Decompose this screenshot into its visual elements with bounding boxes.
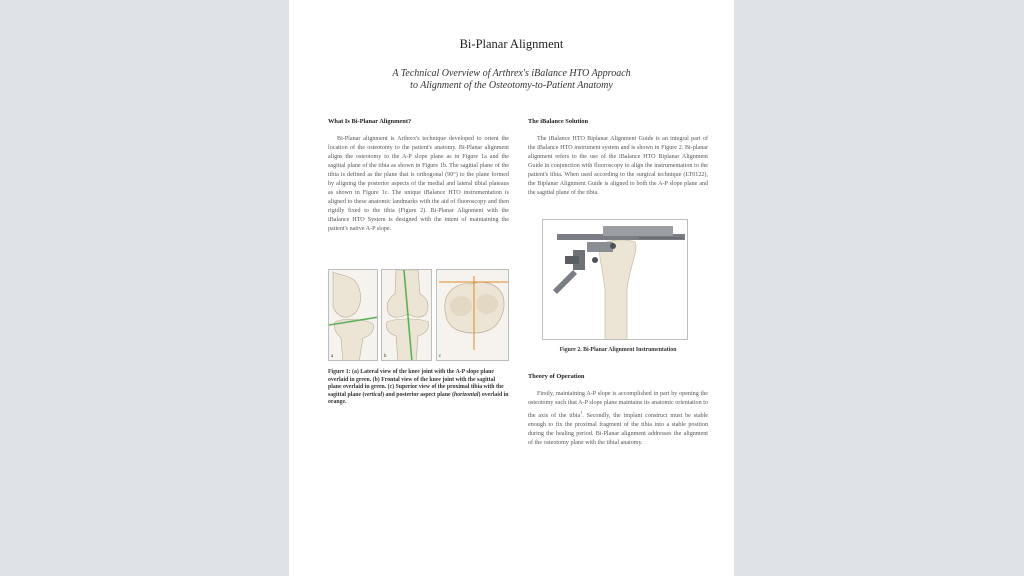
- figure-1-caption-part1: Figure 1: (a) Lateral view of the knee joint with the A-P slope plane overlaid in green. (b) Frontal view of the knee joint with the sagittal plane overlaid in green. (c) Superior view of the proximal tibia with the sagittal plane (: [328, 369, 504, 398]
- footnote-mark: 1: [580, 410, 583, 415]
- figure-1-caption-vertical: vertical: [364, 391, 383, 398]
- section-heading-theory: Theory of Operation: [528, 373, 585, 380]
- figure-1-caption-part3: ) overlaid in orange.: [328, 391, 509, 406]
- section-paragraph-bi-planar: Bi-Planar alignment is Arthrex's technique developed to orient the location of the osteotomy to the patient's anatomy. Bi-Planar alignment aligns the osteotomy to the A-P slope plane as in Figure 1a and the sagittal plane of the tibia as shown in Figure 1b. The sagittal plane of the tibia is defined as the plane that is orthogonal (90°) to the plane formed by aligning the posterior aspects of the medial and lateral tibial plateaus as shown in Figure 1c. The unique iBalance HTO instrumentation is aligned to these anatomic landmarks with the aid of fluoroscopy and then rigidly fixed to the tibia (Figure 2). Bi-Planar Alignment with the iBalance HTO System is designed with the intent of maintaining the patient's native A-P slope.: [328, 136, 509, 232]
- left-column: [328, 117, 509, 234]
- right-column-lower: [528, 372, 708, 448]
- document-page: [289, 0, 734, 576]
- theory-text-part2: . Secondly, the implant construct must be stable enough to fix the proximal fragment of the tibia into a stable position during the healing period. Bi-Planar alignment addresses the alignment of the osteotomy plane with the tibial anatomy.: [528, 413, 708, 447]
- figure-1a-label: a: [331, 354, 334, 359]
- section-paragraph-theory: [528, 390, 708, 448]
- figure-1-caption-part2: ) and posterior aspect plane (: [382, 391, 454, 398]
- figure-1c-label: c: [439, 354, 442, 359]
- subtitle-line-1: A Technical Overview of Arthrex's iBalance HTO Approach: [392, 68, 631, 79]
- section-paragraph-ibalance: The iBalance HTO Biplanar Alignment Guide is an integral part of the iBalance HTO instrument system and is shown in Figure 2. Bi-planar alignment refers to the use of the iBalance HTO Biplanar Alignment Guide in conjunction with fluoroscopy to align the instrumentation to the patient's tibia. When used according to the surgical technique (LT0122), the Biplanar Alignment Guide is aligned to both the A-P slope plane and the sagittal plane of the tibia.: [528, 136, 708, 196]
- superior-tibia-image: [437, 270, 509, 361]
- figure-2: [542, 219, 688, 340]
- figure-1a-panel: [328, 269, 378, 361]
- section-heading-ibalance: The iBalance Solution: [528, 118, 589, 125]
- page-title: Bi-Planar Alignment: [459, 37, 564, 51]
- figure-1-caption-horizontal: horizontal: [454, 391, 479, 398]
- figure-2-caption: Figure 2. Bi-Planar Alignment Instrumentation: [559, 347, 677, 353]
- page-subtitle: [289, 68, 734, 92]
- lateral-knee-image: [329, 270, 378, 361]
- figure-1b-label: b: [384, 354, 387, 359]
- figure-1c-panel: [436, 269, 509, 361]
- figure-1b-panel: [381, 269, 432, 361]
- alignment-instrumentation-image: [543, 220, 688, 340]
- subtitle-line-2: to Alignment of the Osteotomy-to-Patient Anatomy: [410, 80, 613, 91]
- frontal-knee-image: [382, 270, 432, 361]
- theory-text-part1: Firstly, maintaining A-P slope is accomplished in part by opening the osteotomy such that A-P slope plane maintains its anatomic orientation to the axis of the tibia: [528, 391, 708, 420]
- figure-1-caption: [328, 369, 509, 407]
- figure-1: [328, 269, 509, 361]
- right-column: [528, 117, 708, 198]
- section-heading-bi-planar: What Is Bi-Planar Alignment?: [328, 118, 412, 125]
